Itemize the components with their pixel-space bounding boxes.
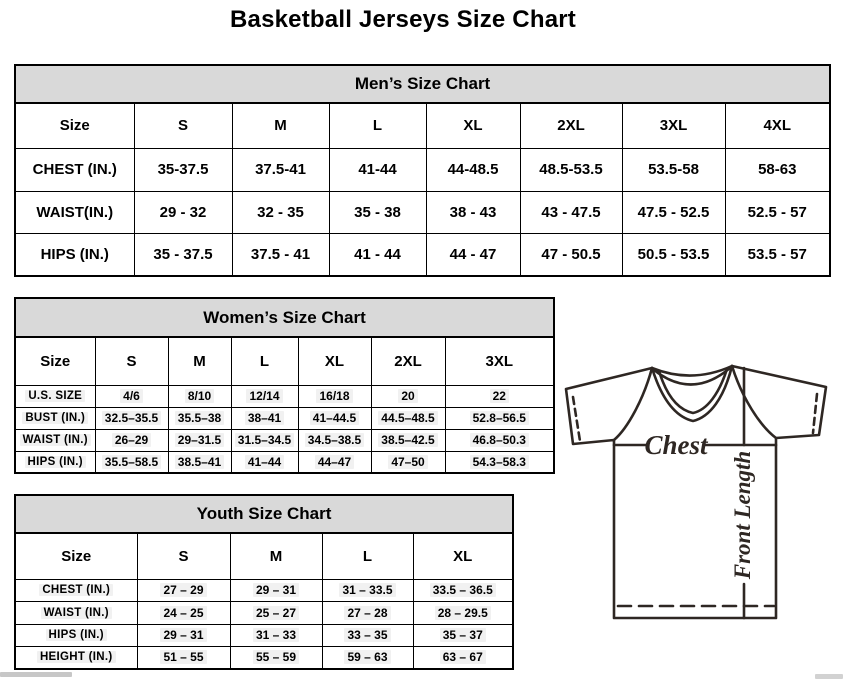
size-value-cell: [445, 451, 554, 473]
size-value-text: 47–50: [388, 455, 427, 469]
table-row: [15, 624, 513, 646]
size-value-text: 33.5 – 36.5: [430, 583, 496, 597]
size-value-text: 46.8–50.3: [470, 433, 529, 447]
size-value-cell: [95, 407, 168, 429]
size-value-cell: 50.5 - 53.5: [622, 233, 725, 276]
size-value-text: 28 – 29.5: [435, 606, 491, 620]
men-row-label: WAIST(IN.): [15, 191, 134, 233]
men-column-header: 4XL: [725, 103, 830, 148]
men-column-header: XL: [426, 103, 520, 148]
page-title: Basketball Jerseys Size Chart: [230, 6, 576, 33]
men-column-header: 3XL: [622, 103, 725, 148]
size-value-cell: [168, 451, 231, 473]
row-label-text: HIPS (IN.): [25, 456, 86, 468]
women-column-header: XL: [298, 337, 371, 385]
size-value-cell: [413, 624, 513, 646]
size-value-cell: [95, 385, 168, 407]
size-value-text: 38.5–41: [175, 455, 224, 469]
size-value-cell: 35-37.5: [134, 148, 232, 191]
row-label-text: HIPS (IN.): [46, 629, 107, 641]
women-column-header: L: [231, 337, 298, 385]
size-value-cell: [413, 601, 513, 624]
size-value-cell: [137, 646, 230, 669]
men-column-header: Size: [15, 103, 134, 148]
size-value-text: 35.5–58.5: [102, 455, 161, 469]
table-row: [15, 646, 513, 669]
women-column-header: M: [168, 337, 231, 385]
size-value-cell: 44-48.5: [426, 148, 520, 191]
size-value-text: 20: [398, 389, 417, 403]
women-column-header: 3XL: [445, 337, 554, 385]
size-value-cell: [95, 429, 168, 451]
size-value-cell: [445, 407, 554, 429]
table-row: [15, 191, 830, 233]
size-value-cell: [231, 385, 298, 407]
size-value-cell: 43 - 47.5: [520, 191, 622, 233]
size-value-text: 12/14: [246, 389, 282, 403]
size-value-cell: [371, 429, 445, 451]
size-value-text: 63 – 67: [440, 650, 486, 664]
size-value-cell: [137, 579, 230, 601]
size-value-cell: [371, 451, 445, 473]
size-value-cell: 35 - 37.5: [134, 233, 232, 276]
size-value-cell: [298, 451, 371, 473]
row-label-text: HEIGHT (IN.): [37, 651, 116, 663]
size-value-cell: 37.5-41: [232, 148, 329, 191]
men-size-table: [14, 64, 831, 277]
size-value-cell: [137, 624, 230, 646]
chest-label: Chest: [644, 430, 708, 460]
size-value-text: 54.3–58.3: [470, 455, 529, 469]
youth-column-header: XL: [413, 533, 513, 579]
youth-row-label: [15, 601, 137, 624]
size-value-cell: [168, 407, 231, 429]
size-value-text: 55 – 59: [253, 650, 299, 664]
size-value-cell: [371, 385, 445, 407]
size-value-cell: [231, 407, 298, 429]
row-label-text: WAIST (IN.): [41, 607, 112, 619]
horizontal-scrollbar-thumb[interactable]: [0, 672, 72, 677]
youth-row-label: [15, 646, 137, 669]
table-row: [15, 148, 830, 191]
table-row: [15, 451, 554, 473]
women-row-label: [15, 385, 95, 407]
size-value-cell: [298, 407, 371, 429]
table-row: [15, 407, 554, 429]
size-value-text: 26–29: [112, 433, 151, 447]
size-value-cell: 44 - 47: [426, 233, 520, 276]
size-value-cell: 48.5-53.5: [520, 148, 622, 191]
men-column-header: L: [329, 103, 426, 148]
size-value-text: 29 – 31: [253, 583, 299, 597]
size-value-cell: [168, 385, 231, 407]
size-value-text: 35.5–38: [175, 411, 224, 425]
table-row: [15, 429, 554, 451]
size-value-cell: [137, 601, 230, 624]
size-value-text: 35 – 37: [440, 628, 486, 642]
row-label-text: BUST (IN.): [22, 412, 88, 424]
right-armhole-seam: [732, 366, 776, 438]
youth-table-title: Youth Size Chart: [15, 495, 513, 533]
size-value-cell: [298, 429, 371, 451]
size-value-text: 29–31.5: [175, 433, 224, 447]
size-value-cell: [168, 429, 231, 451]
size-value-text: 27 – 28: [344, 606, 390, 620]
size-value-cell: [231, 429, 298, 451]
size-value-cell: [95, 451, 168, 473]
men-column-header: S: [134, 103, 232, 148]
youth-column-header: S: [137, 533, 230, 579]
size-value-cell: 47.5 - 52.5: [622, 191, 725, 233]
youth-column-header: Size: [15, 533, 137, 579]
size-value-cell: [230, 601, 322, 624]
size-value-cell: [322, 646, 413, 669]
size-value-text: 44–47: [315, 455, 354, 469]
youth-column-header: M: [230, 533, 322, 579]
size-value-cell: [445, 429, 554, 451]
size-value-cell: [445, 385, 554, 407]
women-row-label: [15, 451, 95, 473]
table-row: [15, 601, 513, 624]
women-column-header: Size: [15, 337, 95, 385]
size-value-text: 52.8–56.5: [470, 411, 529, 425]
size-value-text: 22: [490, 389, 509, 403]
size-value-cell: 41 - 44: [329, 233, 426, 276]
size-value-cell: 47 - 50.5: [520, 233, 622, 276]
row-label-text: U.S. SIZE: [25, 390, 85, 402]
size-value-cell: 41-44: [329, 148, 426, 191]
row-label-text: WAIST (IN.): [20, 434, 91, 446]
table-row: [15, 579, 513, 601]
size-value-text: 34.5–38.5: [305, 433, 364, 447]
size-value-text: 31.5–34.5: [235, 433, 294, 447]
table-row: [15, 385, 554, 407]
size-value-cell: 32 - 35: [232, 191, 329, 233]
women-size-table: [14, 297, 555, 474]
women-row-label: [15, 407, 95, 429]
size-value-text: 38–41: [245, 411, 284, 425]
youth-row-label: [15, 579, 137, 601]
scrollbar-fragment[interactable]: [815, 674, 843, 679]
size-value-cell: [413, 646, 513, 669]
front-length-label: Front Length: [730, 450, 755, 580]
size-value-text: 41–44.5: [310, 411, 359, 425]
right-cuff-dashed-line: [813, 394, 817, 433]
size-value-text: 59 – 63: [344, 650, 390, 664]
size-value-cell: 38 - 43: [426, 191, 520, 233]
women-table-title: Women’s Size Chart: [15, 298, 554, 337]
men-row-label: CHEST (IN.): [15, 148, 134, 191]
men-row-label: HIPS (IN.): [15, 233, 134, 276]
women-row-label: [15, 429, 95, 451]
left-cuff-dashed-line: [573, 397, 580, 441]
size-value-text: 8/10: [185, 389, 214, 403]
size-value-text: 33 – 35: [344, 628, 390, 642]
size-value-cell: 29 - 32: [134, 191, 232, 233]
size-value-cell: [230, 646, 322, 669]
size-value-text: 31 – 33: [253, 628, 299, 642]
size-value-text: 27 – 29: [160, 583, 206, 597]
jersey-outline: [566, 366, 826, 618]
row-label-text: CHEST (IN.): [39, 584, 113, 596]
youth-row-label: [15, 624, 137, 646]
size-value-text: 44.5–48.5: [378, 411, 437, 425]
size-value-text: 24 – 25: [160, 606, 206, 620]
size-value-text: 16/18: [316, 389, 352, 403]
size-value-cell: 53.5-58: [622, 148, 725, 191]
men-table-title: Men’s Size Chart: [15, 65, 830, 103]
women-column-header: S: [95, 337, 168, 385]
size-value-cell: 58-63: [725, 148, 830, 191]
size-value-text: 51 – 55: [160, 650, 206, 664]
size-value-text: 4/6: [120, 389, 143, 403]
size-value-cell: [230, 624, 322, 646]
youth-size-table: [14, 494, 514, 670]
men-column-header: 2XL: [520, 103, 622, 148]
size-value-cell: 37.5 - 41: [232, 233, 329, 276]
size-value-text: 29 – 31: [160, 628, 206, 642]
women-column-header: 2XL: [371, 337, 445, 385]
size-value-text: 31 – 33.5: [339, 583, 395, 597]
size-value-cell: [230, 579, 322, 601]
table-row: [15, 233, 830, 276]
size-value-cell: [322, 579, 413, 601]
size-value-cell: [322, 624, 413, 646]
size-value-cell: 52.5 - 57: [725, 191, 830, 233]
size-value-cell: [413, 579, 513, 601]
size-value-cell: [298, 385, 371, 407]
jersey-diagram: [556, 356, 838, 632]
size-value-cell: [322, 601, 413, 624]
size-value-text: 41–44: [245, 455, 284, 469]
size-value-cell: [371, 407, 445, 429]
size-value-cell: [231, 451, 298, 473]
men-column-header: M: [232, 103, 329, 148]
size-value-text: 38.5–42.5: [378, 433, 437, 447]
size-value-text: 32.5–35.5: [102, 411, 161, 425]
size-value-text: 25 – 27: [253, 606, 299, 620]
size-value-cell: 53.5 - 57: [725, 233, 830, 276]
size-value-cell: 35 - 38: [329, 191, 426, 233]
youth-column-header: L: [322, 533, 413, 579]
